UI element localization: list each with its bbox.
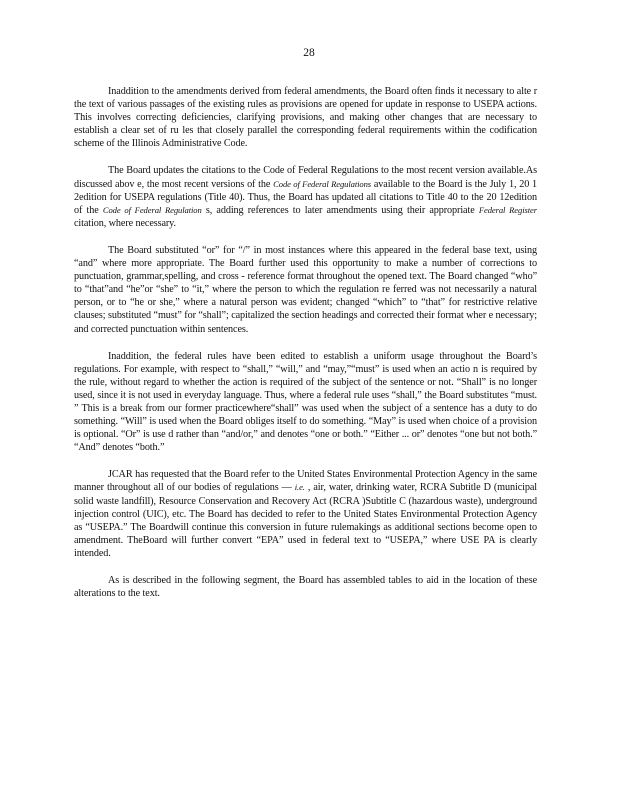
italic-abbreviation: i.e. <box>294 482 305 493</box>
italic-citation: Code of Federal Regulations <box>273 178 372 189</box>
paragraph-text: Inaddition, the federal rules have been edited to establish a uniform usage throughout the Board’s regulations. For example, with respect to “shall,” “will,” and “may,”“must” is used when an actio n is required by the rule, without regard to whether the action is required of the subject of the sentence or not. “Shall” is no longer used, since it is not used in everyday language. Thus, where a federal rule uses “shall,” the Board substitutes “must. ” This is a break from our former practicewhere“shall” was used when the subject of a sentence has a duty to do something. “Will” is used when the Board obliges itself to do something. “May” is used when choice of a provision is optional. “Or” is use d rather than “and/or,” and denotes “one or both.” “Either ... or” denotes “one but not both.” “And” denotes “both.” <box>74 350 537 454</box>
paragraph-text: The Board substituted “or” for “/” in most instances where this appeared in the federal base text, using “and” where more appropriate. The Board further used this opportunity to make a number of corrections to punctuation, grammar,spelling, and cross - reference format throughout the opened text. The Board changed “who” to “that”and “he”or “she” to “it,” where the person to which the regulation re ferred was not necessarily a natural person, or to “he or she,” where a natural person was evident; changed “which” to “that” for restrictive relative clauses; substituted “must” for “shall”; capitalized the section headings and corrected their format wher e necessary; and corrected punctuation within sentences. <box>74 244 537 335</box>
paragraph <box>74 244 537 336</box>
paragraph-text: , air, water, drinking water, RCRA Subtitle D (municipal solid waste landfill), Resource Conservation and Recovery Act (RCRA )Subtitle C (hazardous waste), underground injection control (UIC), etc. The Board has decided to refer to the United States Environmental Protection Agency as “USEPA.” The Boardwill continue this conversion in future rulemakings as additional sections become open to amendment. TheBoard will further convert “EPA” used in federal text to “USEPA,” where USE PA is clearly intended. <box>74 482 537 559</box>
paragraph-text: As is described in the following segment, the Board has assembled tables to aid in the location of these alterations to the text. <box>74 575 537 600</box>
paragraph-text: citation, where necessary. <box>74 217 176 229</box>
paragraph <box>74 468 537 560</box>
paragraph-text: JCAR has requested that the Board refer to the United States Environmental Protection Agency in the same manner throughout all of our bodies of regulations — <box>74 469 537 494</box>
body-text <box>74 85 537 614</box>
paragraph <box>74 85 537 150</box>
page-number: 28 <box>303 47 315 59</box>
paragraph-text: available to the Board is the July 1, 20 1 2edition for USEPA regulations (Title 40). Thus, the Board has updated all citations to Title 40 to the 20 12edition of the <box>74 178 537 216</box>
paragraph <box>74 164 537 229</box>
paragraph-text: s, adding references to later amendments using their appropriate <box>201 204 479 216</box>
paragraph-text: Inaddition to the amendments derived from federal amendments, the Board often finds it necessary to alte r the text of various passages of the existing rules as provisions are opened for update in response to USEPA actions. This involves correcting deficiencies, clarifying provisions, and making other changes that are necessary to establish a clear set of ru les that closely parallel the corresponding federal requirements within the codification scheme of the Illinois Administrative Code. <box>74 86 537 150</box>
italic-citation: Federal Register <box>478 204 537 215</box>
paragraph-text: The Board updates the citations to the Code of Federal Regulations to the most recent version available.As discussed abov e, the most recent versions of the <box>74 165 537 190</box>
paragraph <box>74 574 537 600</box>
paragraph <box>74 350 537 455</box>
italic-citation: Code of Federal Regulation <box>102 204 202 215</box>
